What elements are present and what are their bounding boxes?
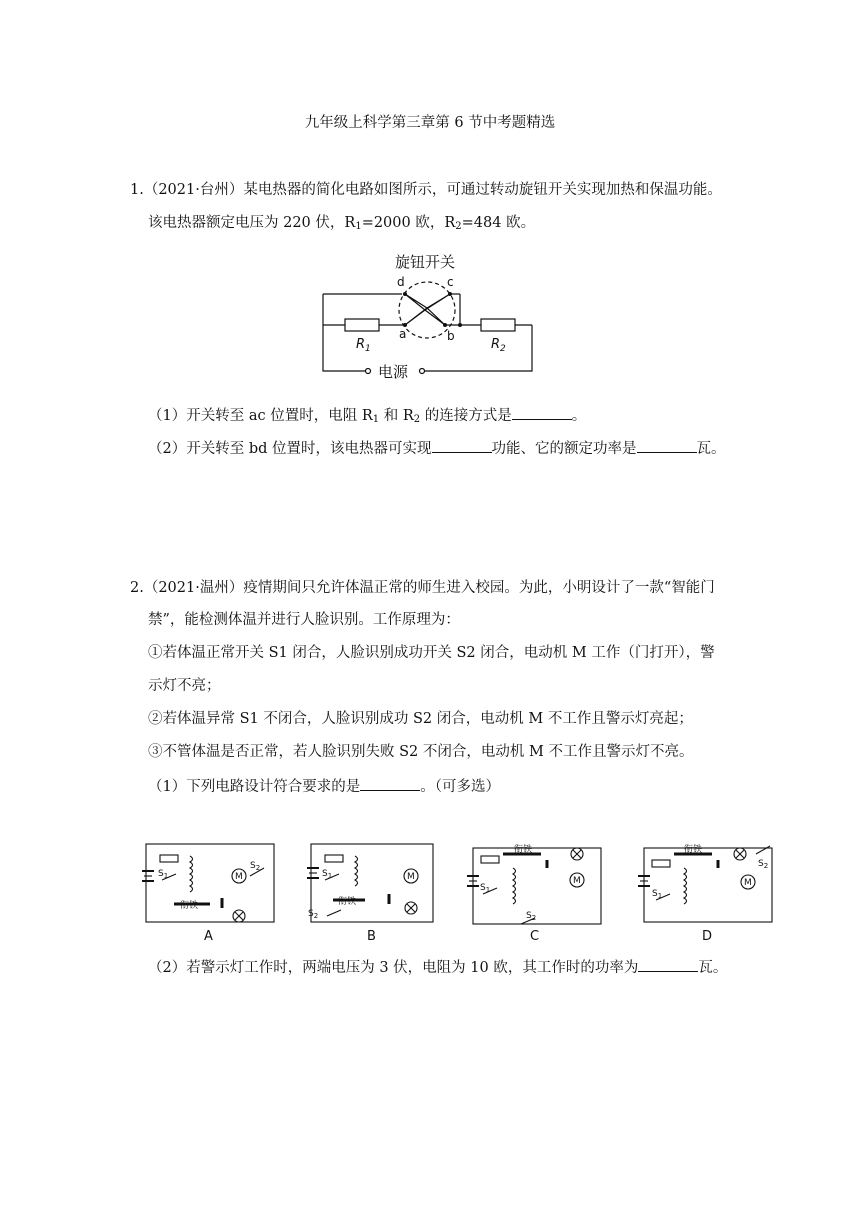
page-title: 九年级上科学第三章第 6 节中考题精选 xyxy=(304,115,556,131)
answer-blank[interactable] xyxy=(637,438,697,453)
option-a-circuit xyxy=(142,844,274,922)
q1-conditions xyxy=(148,213,535,237)
q2-sub1-text: （1）下列电路设计符合要求的是 xyxy=(148,779,361,795)
q2-sub2-text: （2）若警示灯工作时，两端电压为 3 伏，电阻为 10 欧，其工作时的功率为 xyxy=(148,960,639,976)
q1-sub1-mid: 和 R xyxy=(379,408,414,424)
q2-lead2: 禁”，能检测体温并进行人脸识别。工作原理为： xyxy=(148,612,460,628)
option-c-iron-label: 衔铁 xyxy=(514,845,533,855)
option-c-motor-symbol: M xyxy=(573,876,581,886)
q1-sub1-end: 。 xyxy=(571,408,587,424)
q1-r1-sub: 1 xyxy=(355,221,362,232)
q2-sub1 xyxy=(148,776,500,797)
q1-sub1 xyxy=(148,405,586,430)
r2-label: $R_2$ xyxy=(491,337,506,354)
answer-blank[interactable] xyxy=(432,438,492,453)
q1-sub1-sub1: 1 xyxy=(372,414,380,425)
q2-options-diagram xyxy=(138,838,784,946)
answer-blank[interactable] xyxy=(638,957,698,972)
option-d-s2-label: $S_2$ xyxy=(758,859,769,870)
option-d-motor-symbol: M xyxy=(744,878,752,888)
terminal-c: c xyxy=(447,275,454,289)
q1-sub2-text: （2）开关转至 bd 位置时，该电热器可实现 xyxy=(148,441,432,457)
terminal-a: a xyxy=(399,327,407,341)
q2-item3: ③不管体温是否正常，若人脸识别失败 S2 不闭合，电动机 M 不工作且警示灯不亮。 xyxy=(148,744,694,760)
q1-circuit-diagram xyxy=(315,248,540,383)
q1-sub1-text: （1）开关转至 ac 位置时，电阻 R xyxy=(148,408,373,424)
q2-lead: 2.（2021·温州）疫情期间只允许体温正常的师生进入校园。为此，小明设计了一款“智能门 xyxy=(130,580,715,596)
q1-sub1-sub2: 2 xyxy=(413,414,421,425)
q1-r2-sub: 2 xyxy=(455,221,462,232)
option-c-label: C xyxy=(530,929,540,944)
q1-line2-mid: =2000 欧，R xyxy=(361,215,456,231)
option-a-s2-label: $S_2$ xyxy=(250,861,261,872)
terminal-d: d xyxy=(397,275,405,289)
option-a-motor-symbol: M xyxy=(235,872,243,882)
knob-switch-label: 旋钮开关 xyxy=(395,253,456,271)
option-b-s2-label: $S_2$ xyxy=(308,909,319,920)
q1-line2-post: =484 欧。 xyxy=(461,215,536,231)
option-d-iron-label: 衔铁 xyxy=(684,845,703,855)
answer-blank[interactable] xyxy=(360,776,420,791)
q2-item2: ②若体温异常 S1 不闭合，人脸识别成功 S2 闭合，电动机 M 不工作且警示灯亮起； xyxy=(148,711,693,727)
option-c-s2-label: $S_2$ xyxy=(526,911,537,922)
q2-sub2-end: 瓦。 xyxy=(698,960,728,976)
option-a-iron-label: 衔铁 xyxy=(180,901,199,911)
q2-sub1-post: 。（可多选） xyxy=(420,779,500,795)
option-c-s1-label: $S_1$ xyxy=(480,883,491,894)
option-b-s1-label: $S_1$ xyxy=(322,869,333,880)
q2-sub2 xyxy=(148,957,727,978)
r1-label: $R_1$ xyxy=(356,337,371,354)
q1-sub2-end: 瓦。 xyxy=(696,441,726,457)
terminal-b: b xyxy=(447,329,455,343)
q1-lead: 1.（2021·台州）某电热器的简化电路如图所示，可通过转动旋钮开关实现加热和保温功能。 xyxy=(130,182,722,198)
option-b-motor-symbol: M xyxy=(407,872,415,882)
option-d-label: D xyxy=(702,929,713,944)
q2-item1a: ①若体温正常开关 S1 闭合，人脸识别成功开关 S2 闭合，电动机 M 工作（门打开），警 xyxy=(148,645,715,661)
q1-sub2-mid: 功能、它的额定功率是 xyxy=(491,441,637,457)
option-a-label: A xyxy=(204,929,213,944)
option-b-iron-label: 衔铁 xyxy=(338,897,357,907)
option-a-s1-label: $S_1$ xyxy=(158,869,169,880)
power-source-label: 电源 xyxy=(378,363,409,381)
answer-blank[interactable] xyxy=(512,405,572,420)
option-b-circuit xyxy=(307,844,433,922)
option-b-label: B xyxy=(367,929,376,944)
q1-sub1-post: 的连接方式是 xyxy=(420,408,512,424)
option-d-s1-label: $S_1$ xyxy=(652,889,663,900)
q1-sub2 xyxy=(148,438,726,459)
q1-line2-pre: 该电热器额定电压为 220 伏，R xyxy=(148,215,356,231)
option-d-circuit xyxy=(638,846,772,922)
q2-item1b: 示灯不亮； xyxy=(148,678,221,694)
